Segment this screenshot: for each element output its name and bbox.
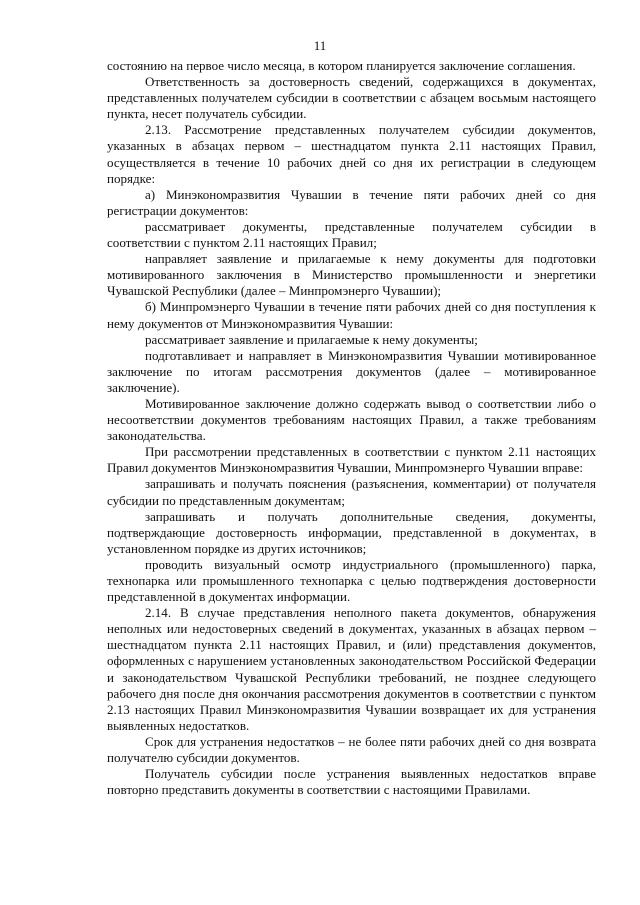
paragraph: 2.13. Рассмотрение представленных получателем субсидии документов, указанных в абзацах первом – шестнадцатом пункта 2.11 настоящих Правил, осуществляется в течение 10 рабочих дней со дня их регистрации в следующем порядке:	[107, 122, 596, 186]
paragraph: подготавливает и направляет в Минэкономразвития Чувашии мотивированное заключение по итогам рассмотрения документов (далее – мотивированное заключение).	[107, 347, 596, 395]
paragraph: состоянию на первое число месяца, в котором планируется заключение соглашения.	[107, 58, 576, 73]
paragraph: Срок для устранения недостатков – не более пяти рабочих дней со дня возврата получателю субсидии документов.	[107, 733, 596, 766]
paragraph: Получатель субсидии после устранения выявленных недостатков вправе повторно представить документы в соответствии с настоящими Правилами.	[107, 766, 596, 798]
page-number: 11	[313, 38, 327, 53]
paragraph: а) Минэкономразвития Чувашии в течение пяти рабочих дней со дня регистрации документов:	[107, 186, 596, 218]
paragraph: запрашивать и получать дополнительные сведения, документы, подтверждающие достоверность информации, представленной в документах, в установленном порядке из других источников;	[107, 508, 596, 556]
paragraph: рассматривает заявление и прилагаемые к нему документы;	[145, 331, 478, 347]
paragraph: проводить визуальный осмотр индустриального (промышленного) парка, технопарка или промышленного технопарка с целью подтверждения достоверности представленной в документах информации.	[107, 556, 596, 605]
paragraph: б) Минпромэнерго Чувашии в течение пяти рабочих дней со дня поступления к нему документов от Минэкономразвития Чувашии:	[107, 299, 596, 331]
paragraph: 2.14. В случае представления неполного пакета документов, обнаружения неполных или недостоверных сведений в документах, указанных в абзацах первом – шестнадцатом пункта 2.11 настоящих Правил, и (или) представления документов, оформленных с нарушением установленных законодательством Российской Федерации и законодательством Чувашской Республики требований, не позднее следующего рабочего дня после дня окончания рассмотрения документов в соответствии с пунктом 2.13 настоящих Правил Минэкономразвития Чувашии возвращает их для устранения выявленных недостатков.	[107, 605, 596, 733]
document-body	[107, 58, 596, 798]
paragraph: Мотивированное заключение должно содержать вывод о соответствии либо о несоответствии документов требованиям настоящих Правил, а также требованиям законодательства.	[107, 395, 596, 444]
paragraph: Ответственность за достоверность сведений, содержащихся в документах, представленных получателем субсидии в соответствии с абзацем восьмым настоящего пункта, несет получатель субсидии.	[107, 74, 596, 122]
paragraph: запрашивать и получать пояснения (разъяснения, комментарии) от получателя субсидии по представленным документам;	[107, 476, 596, 508]
paragraph: рассматривает документы, представленные получателем субсидии в соответствии с пунктом 2.11 настоящих Правил;	[107, 218, 596, 251]
paragraph: При рассмотрении представленных в соответствии с пунктом 2.11 настоящих Правил документов Минэкономразвития Чувашии, Минпромэнерго Чувашии вправе:	[107, 444, 596, 476]
paragraph: направляет заявление и прилагаемые к нему документы для подготовки мотивированного заключения в Министерство промышленности и энергетики Чувашской Республики (далее – Минпромэнерго Чувашии);	[107, 251, 596, 299]
